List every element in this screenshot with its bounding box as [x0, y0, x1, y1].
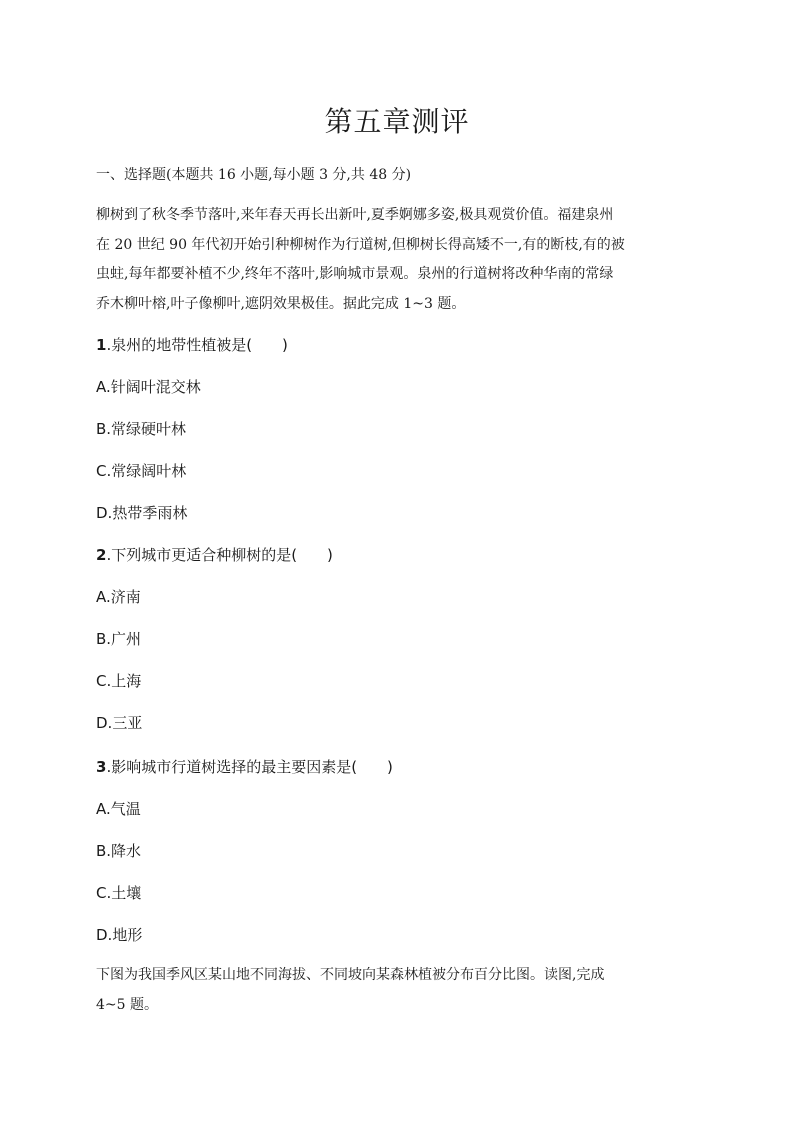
question-text: .影响城市行道树选择的最主要因素是( ) [106, 758, 393, 776]
option-c[interactable]: C.常绿阔叶林 [96, 462, 187, 480]
question-number: 3 [96, 758, 107, 776]
option-a[interactable]: A.针阔叶混交林 [96, 378, 201, 396]
question-number: 1 [96, 336, 107, 354]
option-d[interactable]: D.地形 [96, 926, 143, 944]
option-d[interactable]: D.热带季雨林 [96, 504, 188, 522]
passage-line: 乔木柳叶榕,叶子像柳叶,遮阴效果极佳。据此完成 1~3 题。 [96, 295, 466, 312]
option-b[interactable]: B.降水 [96, 842, 142, 860]
passage-2 [96, 961, 700, 1020]
option-d[interactable]: D.三亚 [96, 714, 143, 732]
passage-line: 虫蛀,每年都要补植不少,终年不落叶,影响城市景观。泉州的行道树将改种华南的常绿 [96, 266, 614, 282]
question-text: .泉州的地带性植被是( ) [106, 336, 288, 354]
passage-line: 在 20 世纪 90 年代初开始引种柳树作为行道树,但柳树长得高矮不一,有的断枝,有的被 [96, 236, 625, 253]
option-a[interactable]: A.气温 [96, 800, 141, 818]
question-2 [96, 544, 333, 565]
option-a[interactable]: A.济南 [96, 588, 141, 606]
option-b[interactable]: B.广州 [96, 630, 142, 648]
passage-line: 4~5 题。 [96, 996, 158, 1013]
section-header: 一、选择题(本题共 16 小题,每小题 3 分,共 48 分) [96, 167, 412, 183]
option-c[interactable]: C.土壤 [96, 884, 142, 902]
option-c[interactable]: C.上海 [96, 672, 142, 690]
passage-1 [96, 201, 700, 319]
question-3 [96, 756, 393, 777]
question-text: .下列城市更适合种柳树的是( ) [106, 546, 333, 564]
page-title: 第五章测评 [324, 105, 470, 138]
question-number: 2 [96, 546, 107, 564]
option-b[interactable]: B.常绿硬叶林 [96, 420, 187, 438]
question-1 [96, 334, 288, 355]
passage-line: 柳树到了秋冬季节落叶,来年春天再长出新叶,夏季婀娜多姿,极具观赏价值。福建泉州 [96, 207, 614, 223]
passage-line: 下图为我国季风区某山地不同海拔、不同坡向某森林植被分布百分比图。读图,完成 [96, 967, 605, 983]
